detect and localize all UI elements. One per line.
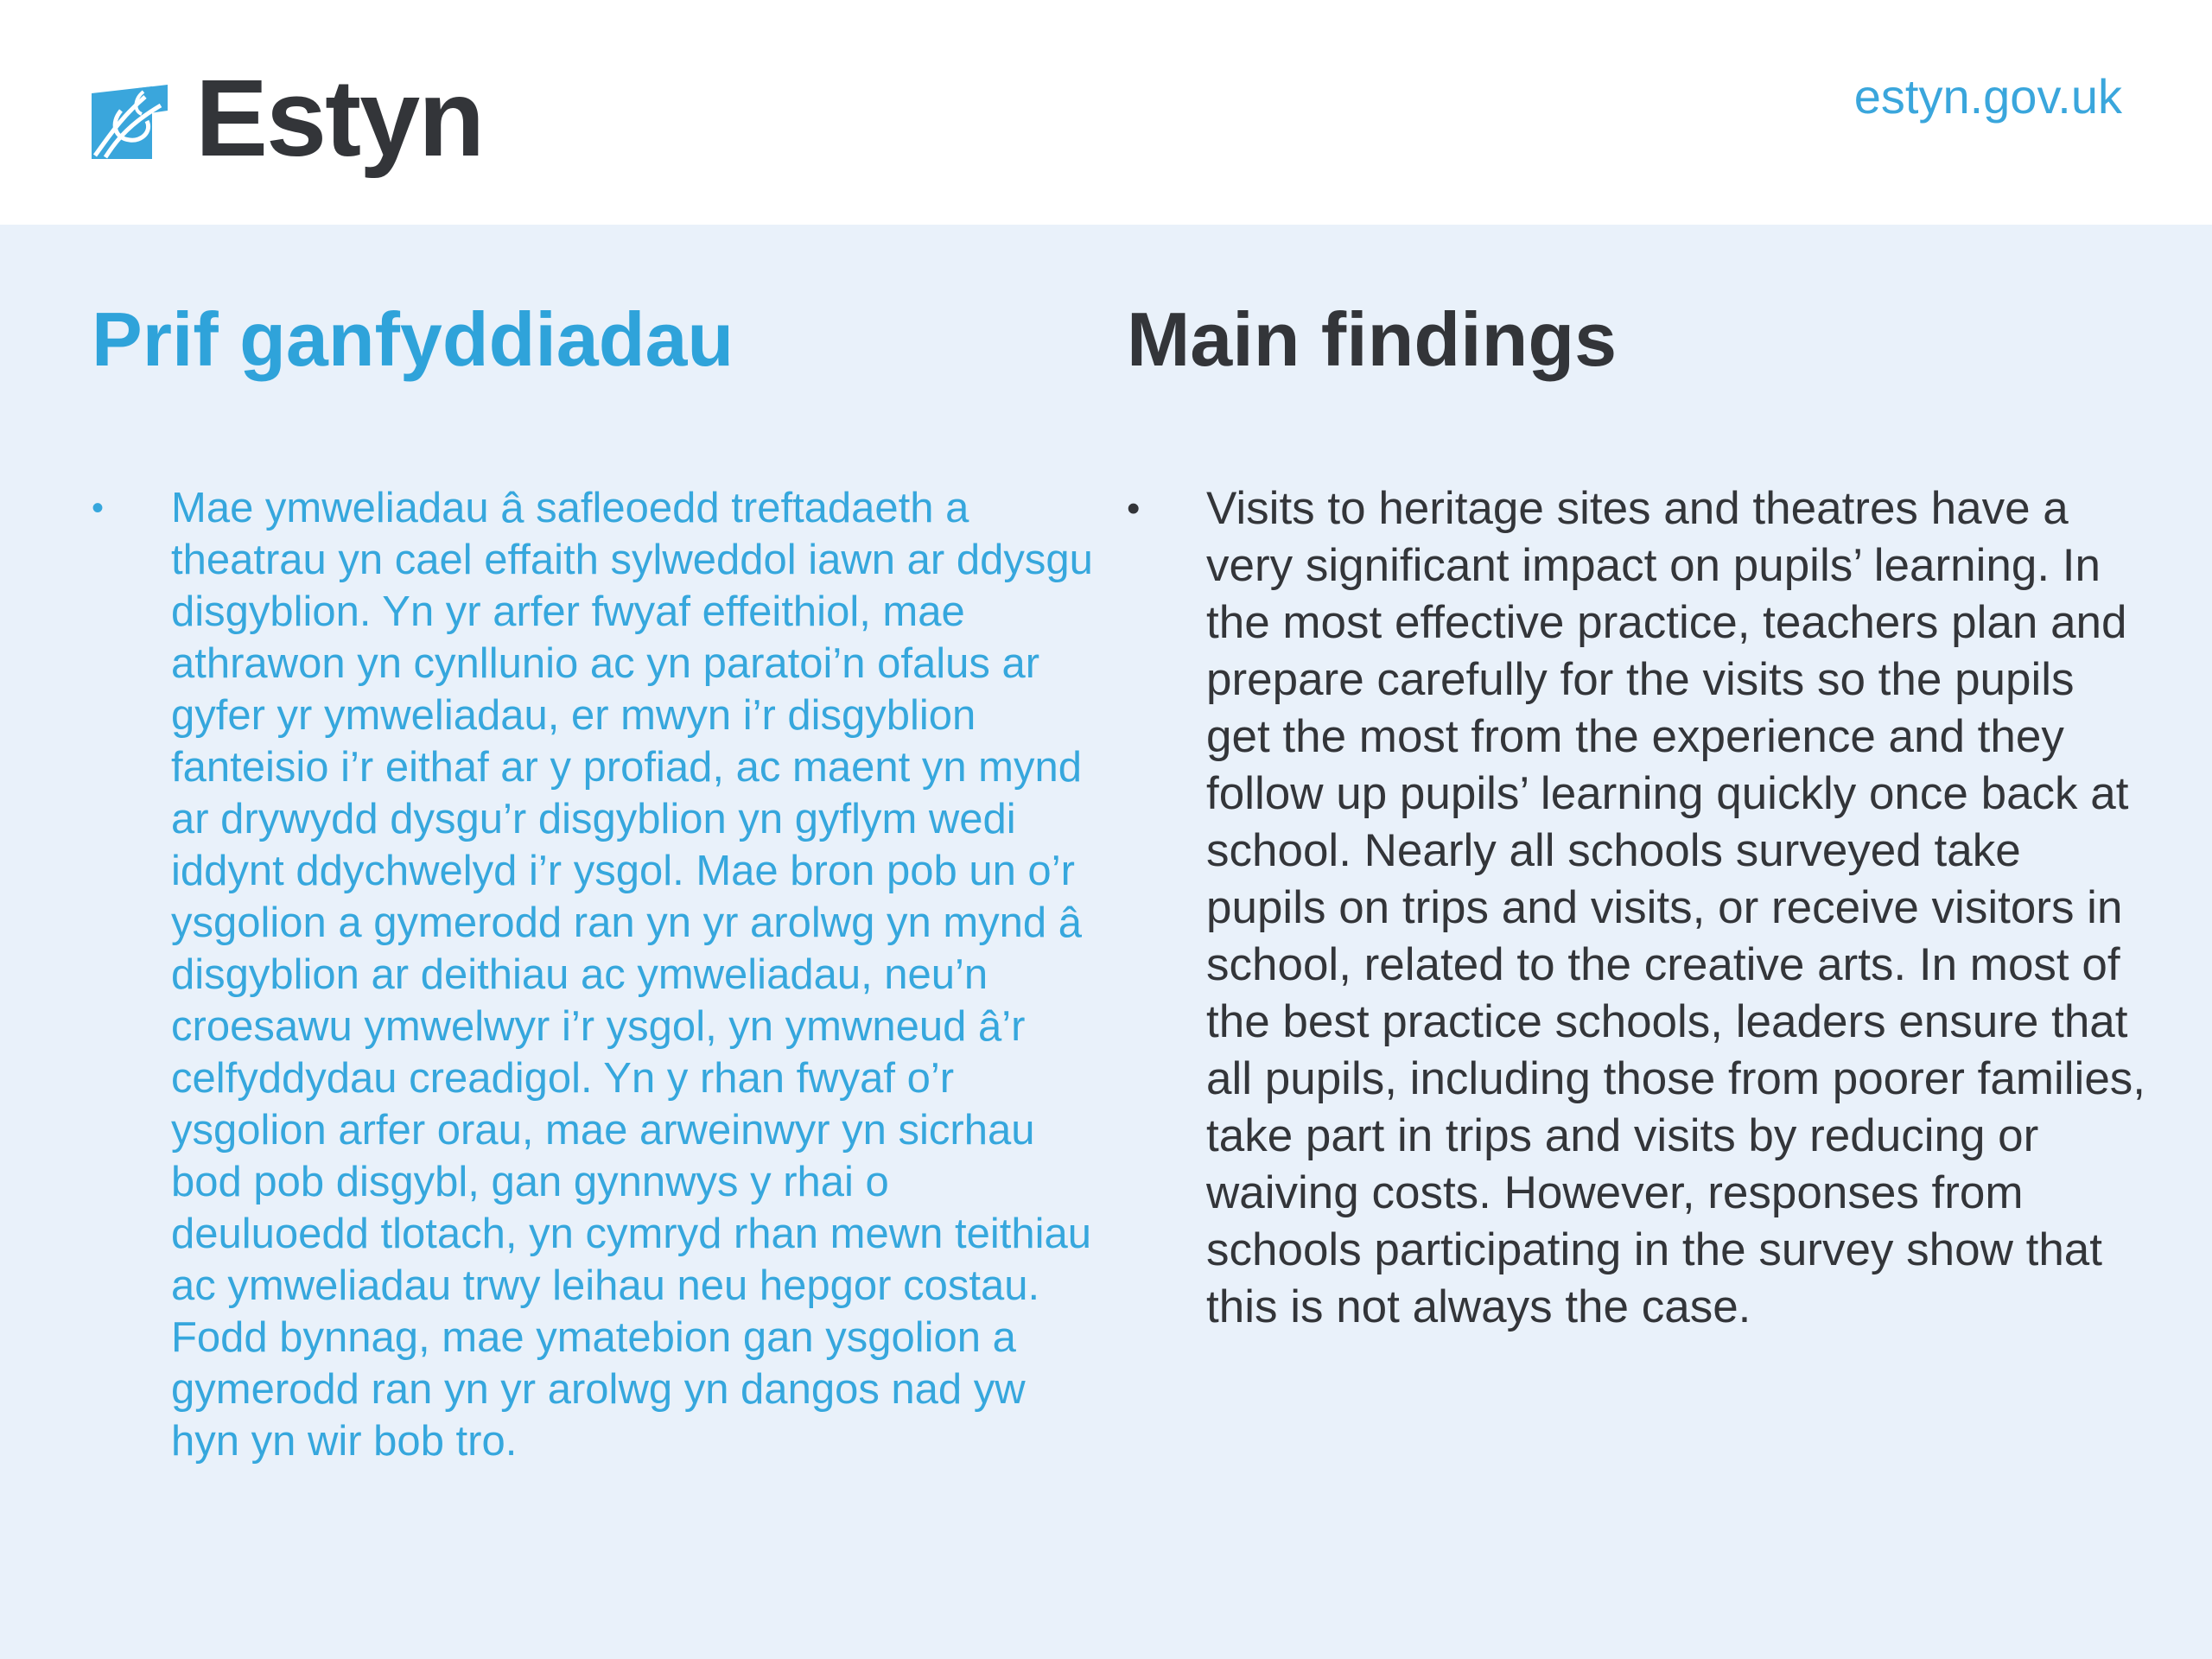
english-heading: Main findings [1127, 296, 1618, 382]
welsh-bullet-item [92, 482, 1094, 1467]
estyn-logo[interactable] [92, 57, 484, 179]
welsh-column [92, 294, 1094, 1467]
header [0, 0, 2212, 225]
english-column [1127, 294, 2146, 1336]
english-bullet-text: Visits to heritage sites and theatres have a very significant impact on pupils’ learning. In the most effective practice, teachers plan and prepare carefully for the visits so the pupils get the most from the experience and they follow up pupils’ learning quickly once back at school. Nearly all schools surveyed take pupils on trips and visits, or receive visitors in school, related to the creative arts. In most of the best practice schools, leaders ensure that all pupils, including those from poorer families, take part in trips and visits by reducing or waiving costs. However, responses from schools participating in the survey show that this is not always the case. [1206, 482, 2146, 1332]
site-url-link[interactable]: estyn.gov.uk [1853, 69, 2122, 124]
estyn-logo-icon [92, 85, 169, 159]
welsh-heading: Prif ganfyddiadau [92, 296, 734, 382]
welsh-bullet-text: Mae ymweliadau â safleoedd treftadaeth a theatrau yn cael effaith sylweddol iawn ar ddysgu disgyblion. Yn yr arfer fwyaf effeithiol, mae athrawon yn cynllunio ac yn paratoi’n ofalus ar gyfer yr ymweliadau, er mwyn i’r disgyblion fanteisio i’r eithaf ar y profiad, ac maent yn mynd ar drywydd dysgu’r disgyblion yn gyflym wedi iddynt ddychwelyd i’r ysgol. Mae bron pob un o’r ysgolion a gymerodd ran yn yr arolwg yn mynd â disgyblion ar deithiau ac ymweliadau, neu’n croesawu ymwelwyr i’r ysgol, yn ymwneud â’r celfyddydau creadigol. Yn y rhan fwyaf o’r ysgolion arfer orau, mae arweinwyr yn sicrhau bod pob disgybl, gan gynnwys y rhai o deuluoedd tlotach, yn cymryd rhan mewn teithiau ac ymweliadau trwy leihau neu hepgor costau. Fodd bynnag, mae ymatebion gan ysgolion a gymerodd ran yn yr arolwg yn dangos nad yw hyn yn wir bob tro. [171, 484, 1093, 1465]
bullet-icon: • [92, 488, 105, 527]
logo-text: Estyn [195, 57, 484, 179]
english-bullet-item [1127, 480, 2146, 1336]
bullet-icon: • [1127, 486, 1141, 530]
